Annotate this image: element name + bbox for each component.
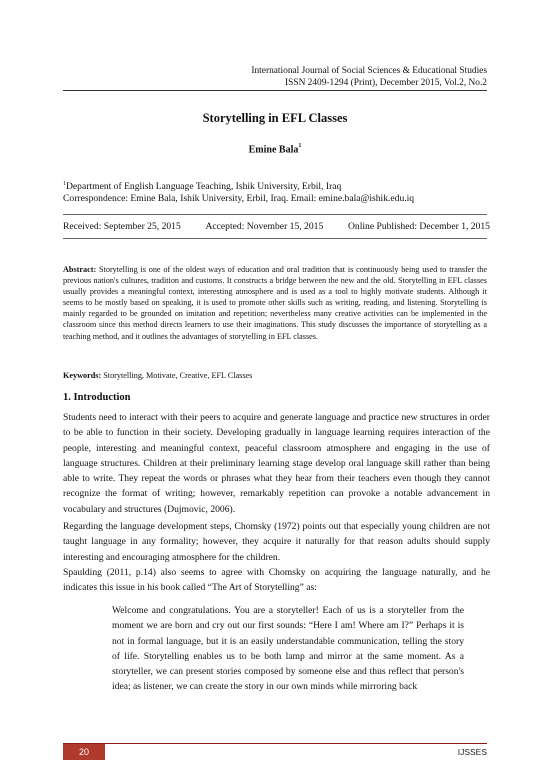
affiliation-sup: 1 [63, 181, 66, 187]
affiliation-dept-text: Department of English Language Teaching, Ishik University, Erbil, Iraq [66, 181, 342, 193]
author-sup: 1 [298, 143, 302, 149]
author-name: Emine Bala [248, 144, 299, 156]
abstract [63, 264, 487, 342]
block-quote: Welcome and congratulations. You are a storyteller! Each of us is a storyteller from the moment we are born and cry out our first sounds: “Here I am! Where am I?” Perhaps it is not in formal language, but it is an easily understandable communication, telling the story of life. Storytelling enables us to be both lamp and mirror at the same moment. As a storyteller, we can present stories composed by someone else and thus reflect that person's idea; as listener, we can create the story in our own minds while mirroring back [112, 605, 464, 693]
affiliation-dept [63, 178, 490, 193]
abstract-text: Storytelling is one of the oldest ways of education and oral tradition that is continuously being used to transfer the previous nation's cultures, tradition and customs. It constructs a bridge between the new and the old. Storytelling in EFL classes usually provides a meaningful context, interesting atmosphere and is used as a tool to highly motivate students. Although it seems to be mostly based on speaking, it is used to promote other skills such as writing, reading, and listening. Storytelling is mainly regarded to be grounded on imitation and repetition; nevertheless many creative activities can be implemented in the classroom since this method directs learners to use their imaginations. This study discusses the importance of storytelling as a teaching method, and it outlines the advantages of storytelling in EFL classes. [63, 265, 488, 341]
received-date: Received: September 25, 2015 [63, 221, 181, 232]
keywords-text: Storytelling, Motivate, Creative, EFL Classes [103, 371, 253, 380]
abstract-label: Abstract: [63, 265, 97, 274]
header-rule [63, 90, 487, 91]
page-title: Storytelling in EFL Classes [202, 111, 348, 125]
section-heading-introduction: 1. Introduction [63, 392, 131, 403]
journal-header [87, 66, 487, 89]
correspondence: Correspondence: Emine Bala, Ishik University, Erbil, Iraq. Email: emine.bala@ishik.edu.iq [63, 193, 415, 205]
paragraph-3: Spaulding (2011, p.14) also seems to agree with Chomsky on acquiring the language naturally, and he indicates this issue in his book called “The Art of Storytelling” as: [63, 567, 490, 594]
accepted-date: Accepted: November 15, 2015 [205, 221, 324, 232]
journal-issn: ISSN 2409-1294 (Print), December 2015, Vol.2, No.2 [285, 77, 487, 88]
dates-row [63, 221, 490, 232]
meta-rule-bottom [63, 238, 487, 239]
paragraph-2: Regarding the language development steps, Chomsky (1972) points out that especially young children are not taught language in any formality; however, they acquire it naturally for that reason adults should supply interesting and encouraging atmosphere for the children. [63, 521, 490, 563]
meta-rule-top [63, 214, 487, 215]
author [63, 144, 487, 155]
keywords [63, 371, 487, 380]
footer-bar [63, 743, 487, 760]
paragraph-1: Students need to interact with their peers to acquire and generate language and practice new structures in order to be able to function in their society. Developing gradually in language learning requires interaction of the people, interesting and meaningful context, peaceful classroom atmosphere and engaging in the use of language structures. Children at their preliminary learning stage develop oral language skill rather than being able to write. They repeat the words or phrases what they hear from their teachers even though they cannot recognize the format of writing; however, remarkably repetition can provoke a notable advancement in vocabulary and structures (Dujmovic, 2006). [63, 412, 490, 515]
keywords-label: Keywords: [63, 371, 102, 380]
published-date: Online Published: December 1, 2015 [347, 221, 490, 232]
affiliation [63, 178, 490, 205]
journal-name: International Journal of Social Sciences & Educational Studies [251, 66, 487, 76]
footer-journal: IJSSES [457, 747, 487, 757]
page-number: 20 [63, 744, 105, 760]
